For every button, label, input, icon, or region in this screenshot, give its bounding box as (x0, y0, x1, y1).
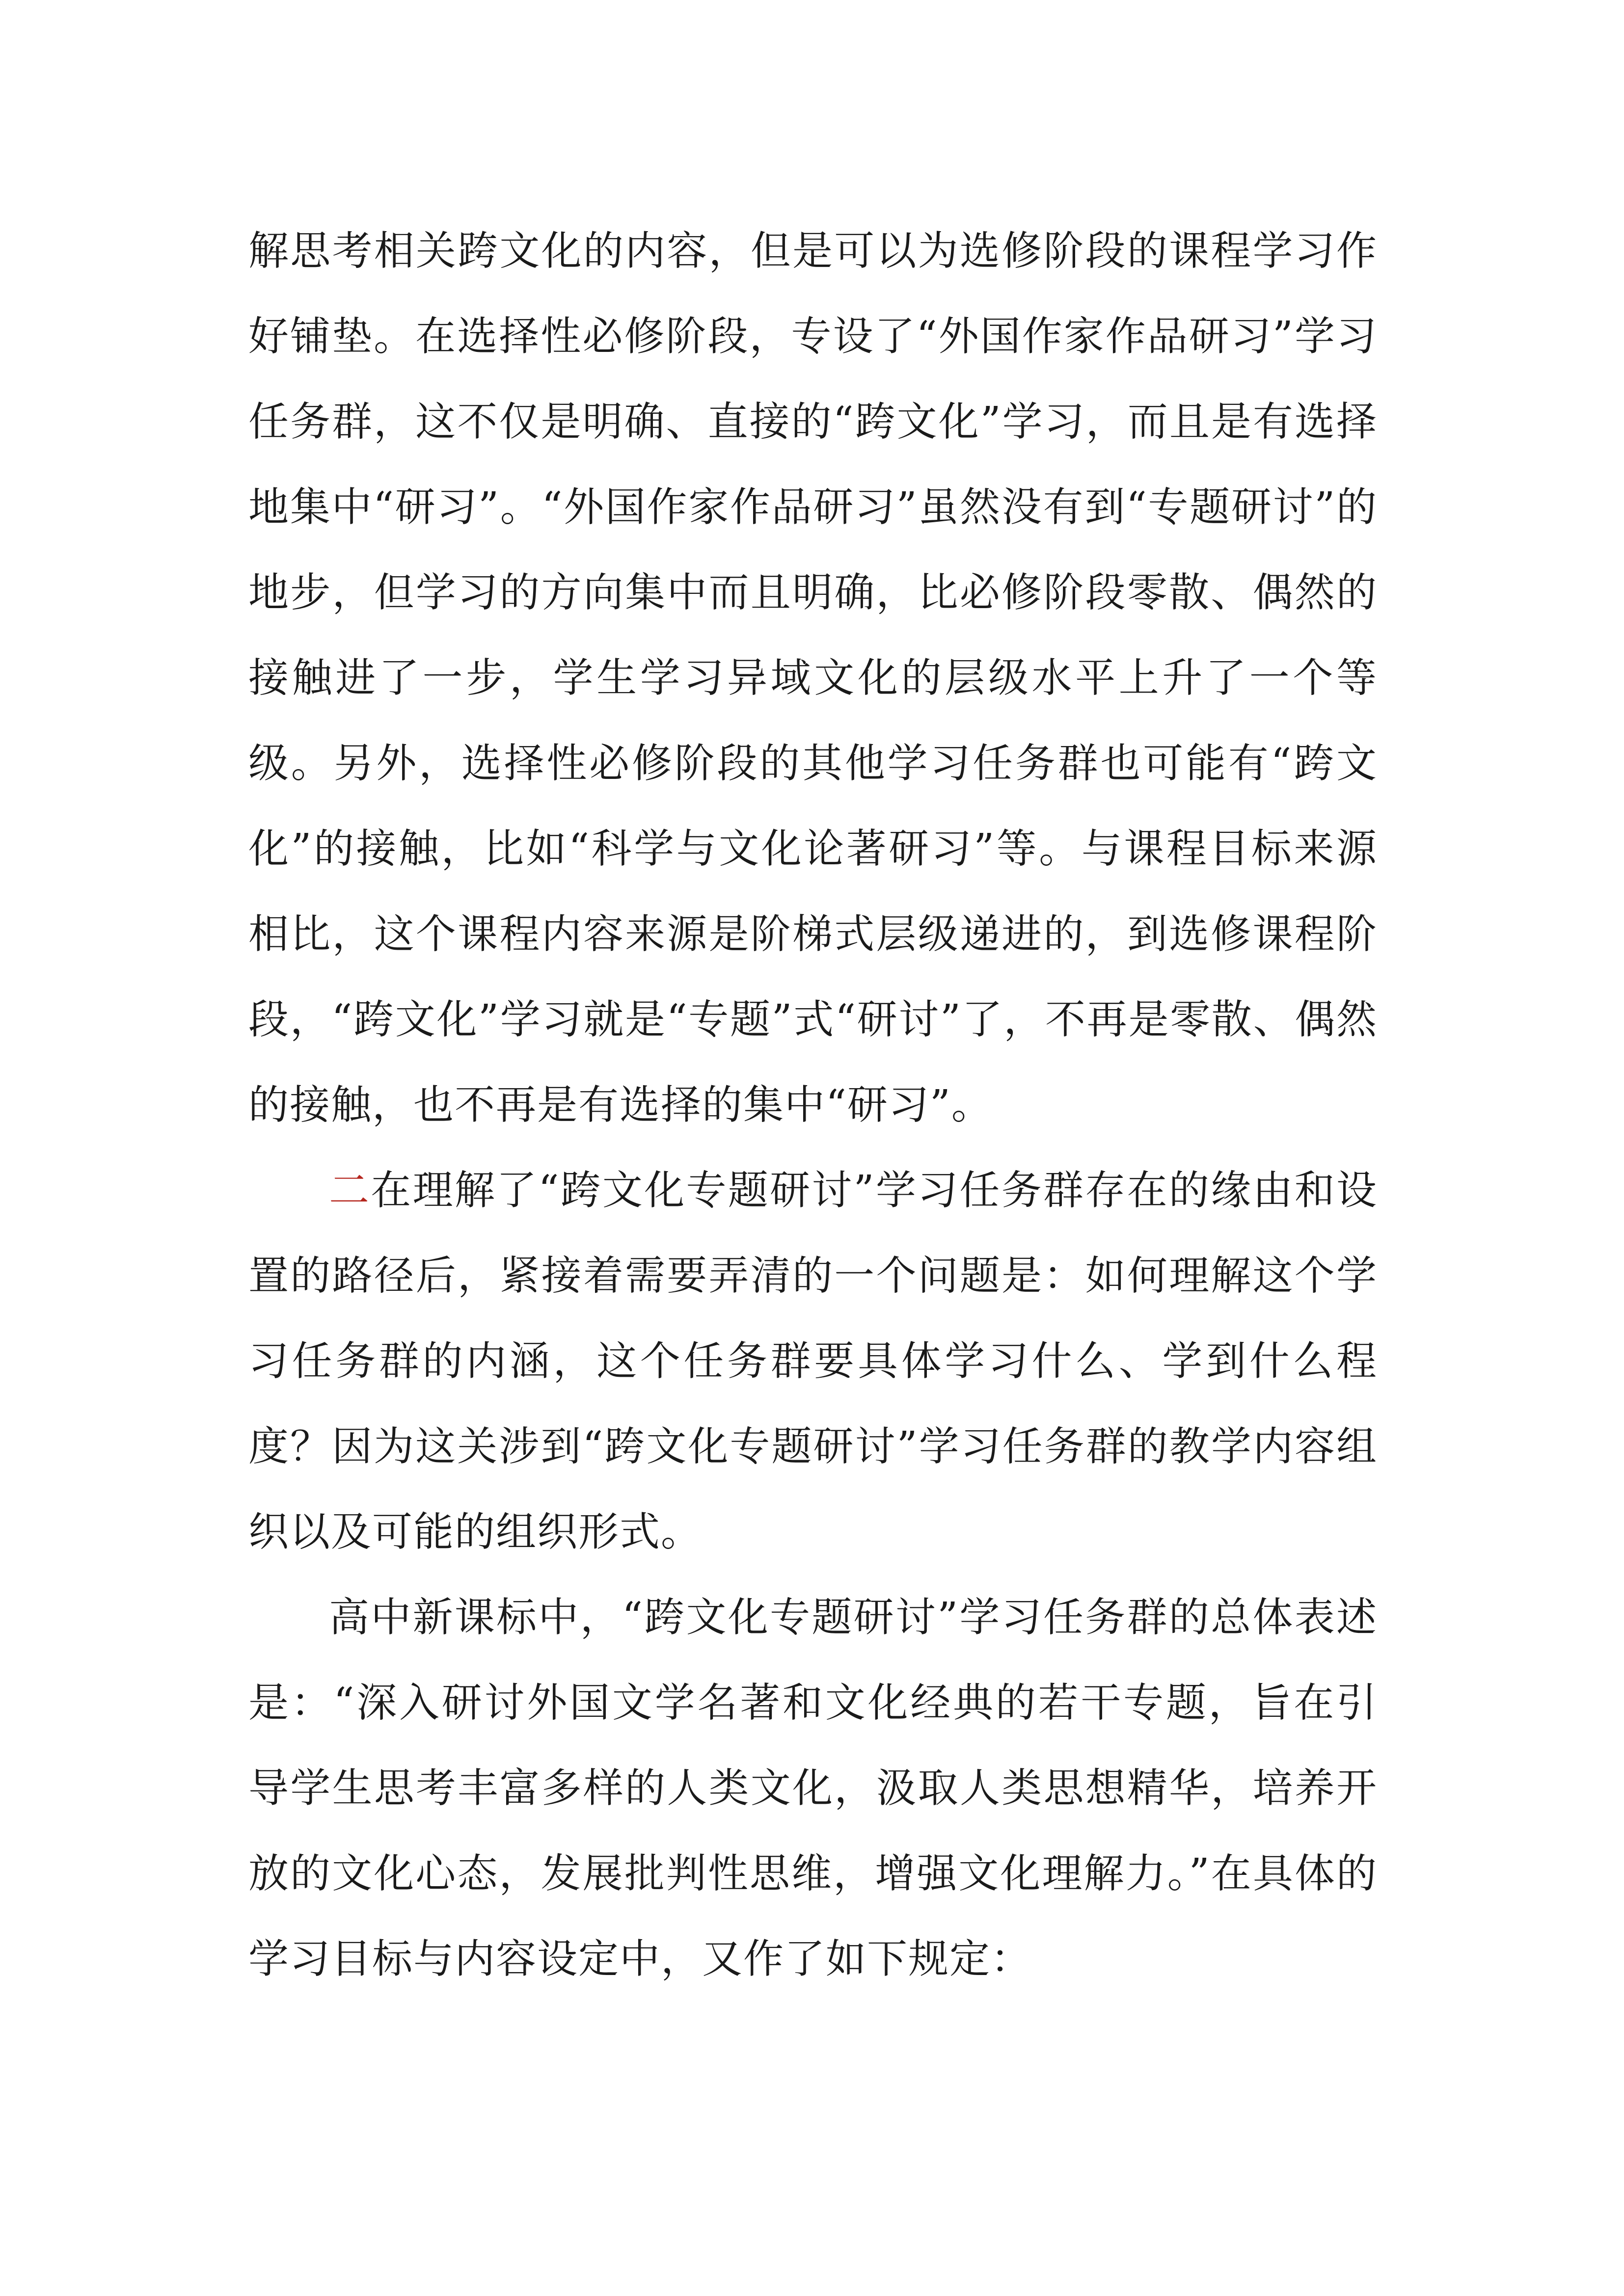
paragraph-2-text: 在理解了“跨文化专题研讨”学习任务群存在的缘由和设置的路径后，紧接着需要弄清的一个问题是：如何理解这个学习任务群的内涵，这个任务群要具体学习什么、学到什么程度？因为这关涉到“跨文化专题研讨”学习任务群的教学内容组织以及可能的组织形式。 (248, 1167, 1378, 1555)
paragraph-1-text: 解思考相关跨文化的内容，但是可以为选修阶段的课程学习作好铺垫。在选择性必修阶段，专设了“外国作家作品研习”学习任务群，这不仅是明确、直接的“跨文化”学习，而且是有选择地集中“研习”。“外国作家作品研习”虽然没有到“专题研讨”的地步，但学习的方向集中而且明确，比必修阶段零散、偶然的接触进了一步，学生学习异域文化的层级水平上升了一个等级。另外，选择性必修阶段的其他学习任务群也可能有“跨文化”的接触，比如“科学与文化论著研习”等。与课程目标来源相比，这个课程内容来源是阶梯式层级递进的，到选修课程阶段，“跨文化”学习就是“专题”式“研讨”了，不再是零散、偶然的接触，也不再是有选择的集中“研习”。 (248, 228, 1378, 1128)
section-marker: 二 (329, 1167, 371, 1214)
paragraph-1 (248, 209, 1378, 1148)
paragraph-2 (248, 1148, 1378, 1575)
body-text (248, 209, 1378, 2002)
paragraph-3-text: 高中新课标中，“跨文化专题研讨”学习任务群的总体表述是：“深入研讨外国文学名著和文化经典的若干专题，旨在引导学生思考丰富多样的人类文化，汲取人类思想精华，培养开放的文化心态，发展批判性思维，增强文化理解力。”在具体的学习目标与内容设定中，又作了如下规定： (248, 1594, 1378, 1982)
paragraph-3 (248, 1575, 1378, 2002)
